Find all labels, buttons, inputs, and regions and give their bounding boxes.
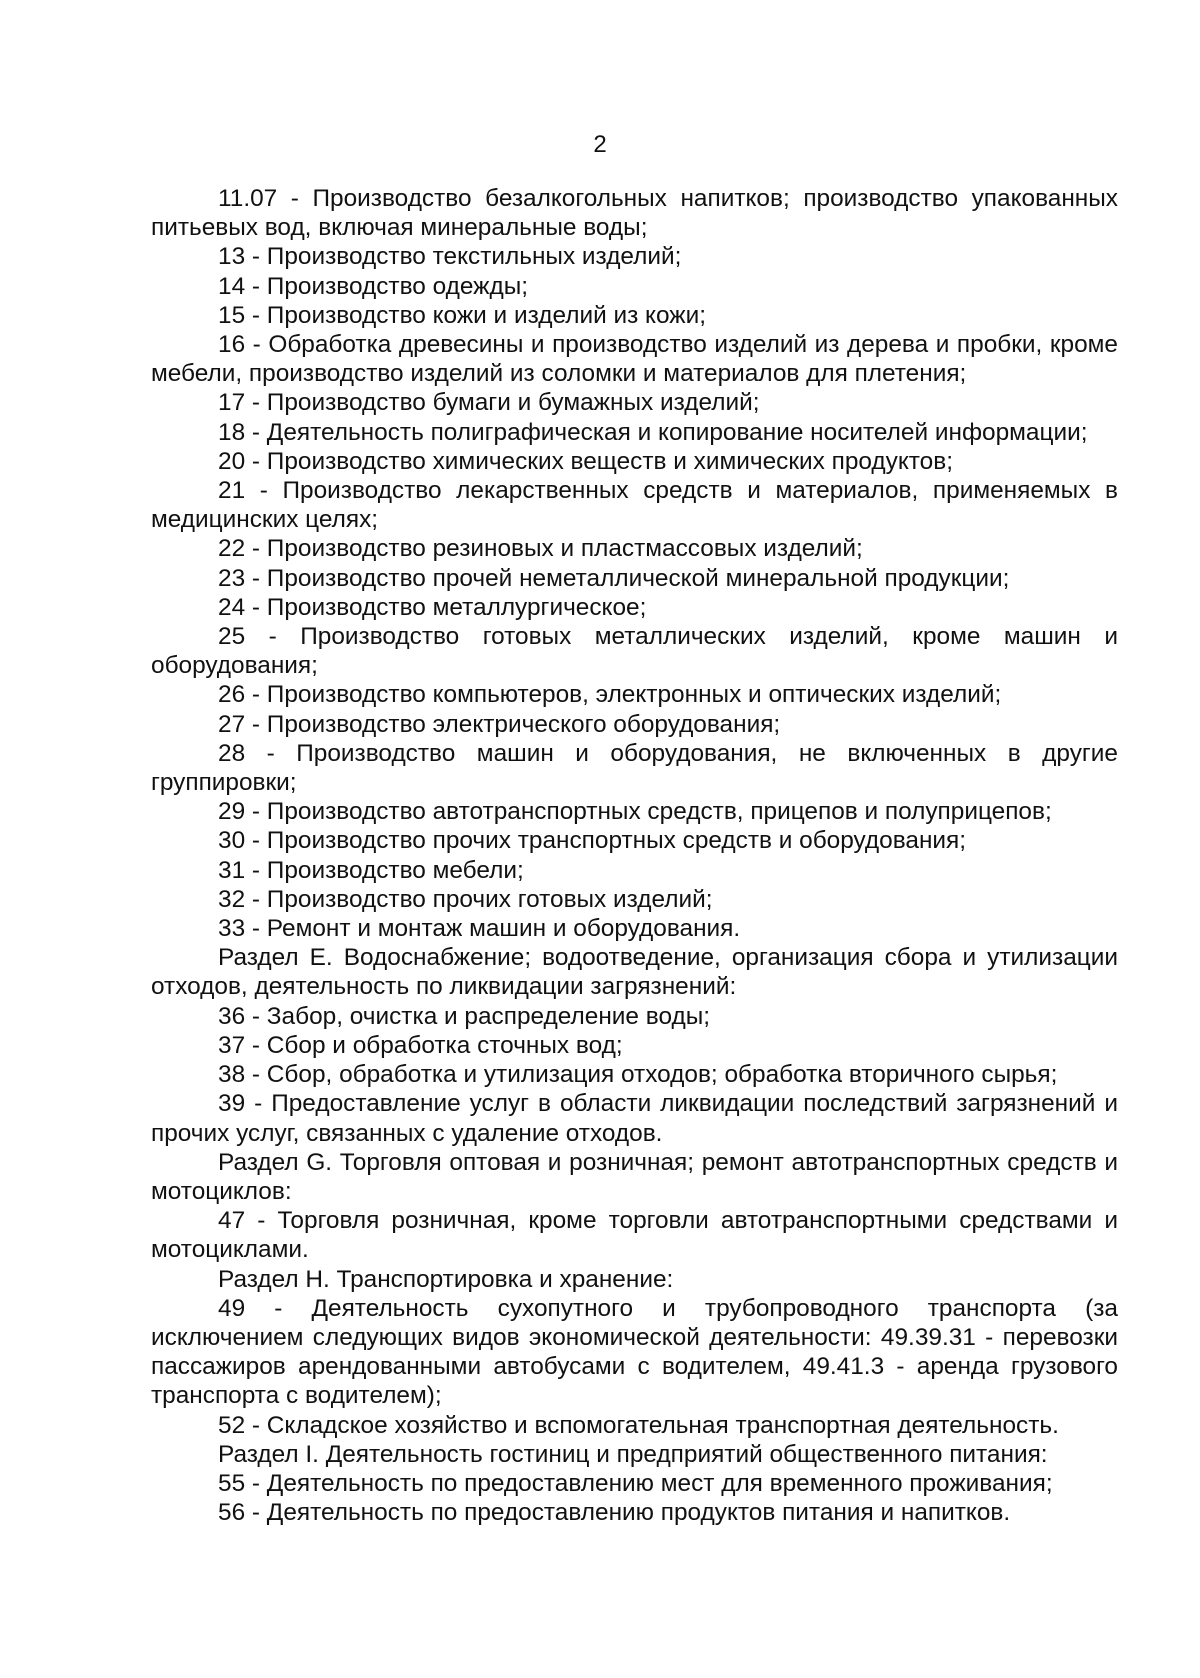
paragraph-32: 32 - Производство прочих готовых изделий; <box>218 885 713 913</box>
paragraph-11-07: 11.07 - Производство безалкогольных напитков; производство упакованных питьевых вод, включая минеральные воды; <box>151 185 1118 242</box>
section-e-heading: Раздел Е. Водоснабжение; водоотведение, организация сбора и утилизации отходов, деятельность по ликвидации загрязнений: <box>151 944 1118 1001</box>
paragraph-55: 55 - Деятельность по предоставлению мест для временного проживания; <box>218 1469 1053 1497</box>
paragraph-15: 15 - Производство кожи и изделий из кожи; <box>218 301 707 329</box>
section-i-heading: Раздел I. Деятельность гостиниц и предприятий общественного питания: <box>218 1440 1048 1468</box>
paragraph-17: 17 - Производство бумаги и бумажных изделий; <box>218 389 760 417</box>
paragraph-25: 25 - Производство готовых металлических изделий, кроме машин и оборудования; <box>151 623 1118 680</box>
paragraph-18: 18 - Деятельность полиграфическая и копирование носителей информации; <box>218 418 1088 446</box>
paragraph-27: 27 - Производство электрического оборудования; <box>218 710 781 738</box>
document-body <box>151 184 1118 1527</box>
paragraph-52: 52 - Складское хозяйство и вспомогательная транспортная деятельность. <box>218 1411 1059 1439</box>
paragraph-56: 56 - Деятельность по предоставлению продуктов питания и напитков. <box>218 1499 1011 1527</box>
paragraph-13: 13 - Производство текстильных изделий; <box>218 243 682 271</box>
paragraph-24: 24 - Производство металлургическое; <box>218 593 647 621</box>
section-h-heading: Раздел H. Транспортировка и хранение: <box>218 1265 674 1293</box>
paragraph-16: 16 - Обработка древесины и производство изделий из дерева и пробки, кроме мебели, производство изделий из соломки и материалов для плетения; <box>151 331 1118 388</box>
paragraph-14: 14 - Производство одежды; <box>218 272 529 300</box>
paragraph-23: 23 - Производство прочей неметаллической минеральной продукции; <box>218 564 1010 592</box>
paragraph-39: 39 - Предоставление услуг в области ликвидации последствий загрязнений и прочих услуг, связанных с удаление отходов. <box>151 1090 1118 1147</box>
paragraph-31: 31 - Производство мебели; <box>218 856 524 884</box>
paragraph-38: 38 - Сбор, обработка и утилизация отходов; обработка вторичного сырья; <box>218 1061 1058 1089</box>
paragraph-22: 22 - Производство резиновых и пластмассовых изделий; <box>218 535 863 563</box>
section-g-heading: Раздел G. Торговля оптовая и розничная; ремонт автотранспортных средств и мотоциклов: <box>151 1148 1118 1205</box>
paragraph-37: 37 - Сбор и обработка сточных вод; <box>218 1031 623 1059</box>
paragraph-28: 28 - Производство машин и оборудования, не включенных в другие группировки; <box>151 739 1118 797</box>
paragraph-30: 30 - Производство прочих транспортных средств и оборудования; <box>218 827 967 855</box>
page-number: 2 <box>593 131 607 158</box>
paragraph-36: 36 - Забор, очистка и распределение воды; <box>218 1002 711 1030</box>
paragraph-33: 33 - Ремонт и монтаж машин и оборудования. <box>218 915 741 943</box>
paragraph-47: 47 - Торговля розничная, кроме торговли автотранспортными средствами и мотоциклами. <box>151 1207 1118 1264</box>
paragraph-21: 21 - Производство лекарственных средств и материалов, применяемых в медицинских целях; <box>151 477 1118 534</box>
paragraph-29: 29 - Производство автотранспортных средств, прицепов и полуприцепов; <box>218 798 1052 826</box>
paragraph-20: 20 - Производство химических веществ и химических продуктов; <box>218 447 953 475</box>
paragraph-49: 49 - Деятельность сухопутного и трубопроводного транспорта (за исключением следующих видов экономической деятельности: 49.39.31 - перевозки пассажиров арендованными автобусами с водителем, 49.41.3 - аренда грузового транспорта с водителем); <box>151 1294 1118 1410</box>
paragraph-26: 26 - Производство компьютеров, электронных и оптических изделий; <box>218 681 1002 709</box>
